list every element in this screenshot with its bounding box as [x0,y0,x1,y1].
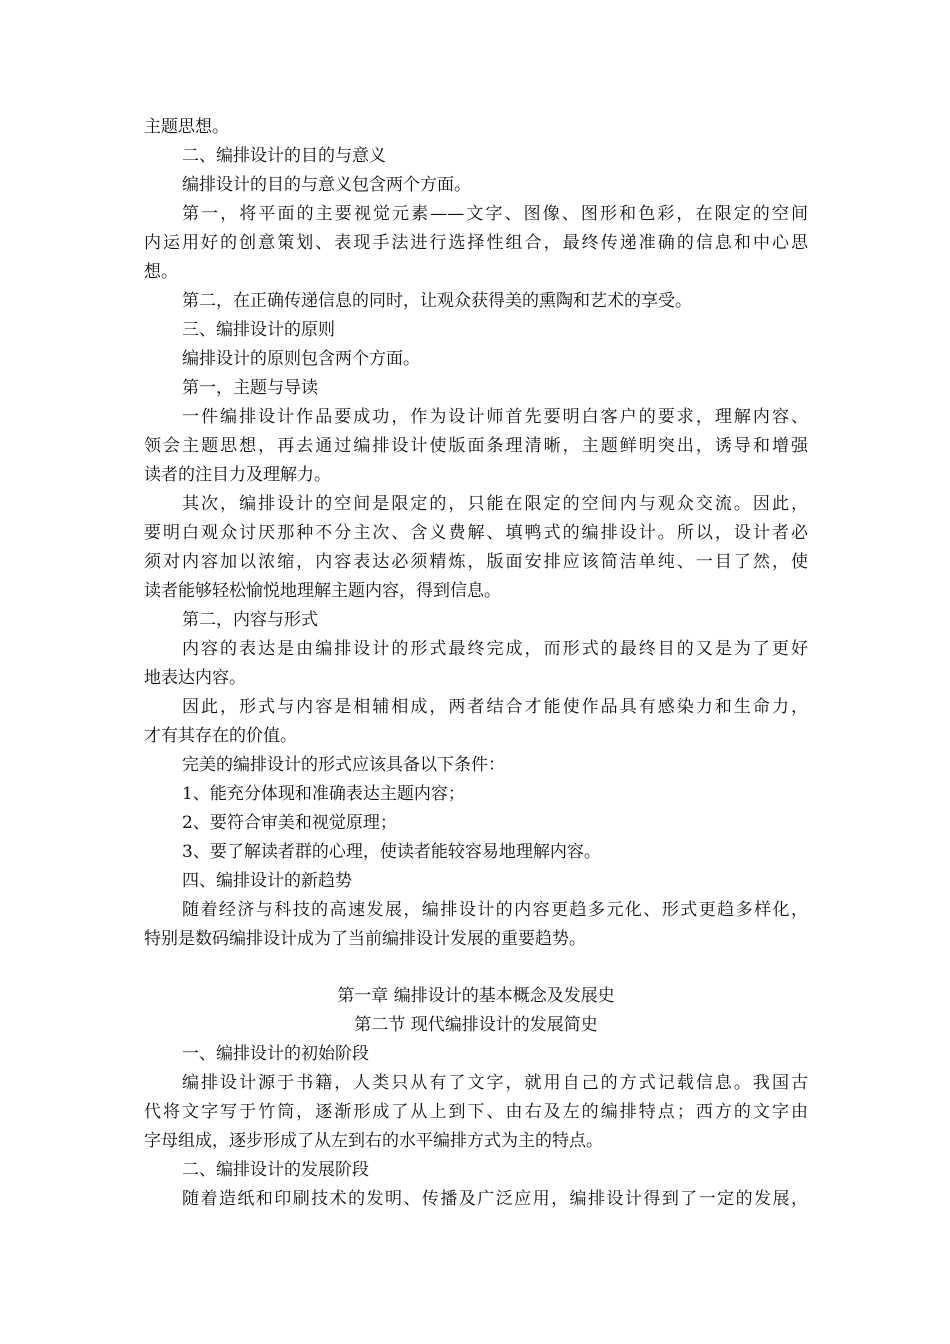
text-line: 地表达内容。 [144,668,246,688]
text-line: 1、能充分体现和准确表达主题内容； [182,784,465,804]
text-line: 领会主题思想，再去通过编排设计使版面条理清晰，主题鲜明突出，诱导和增强 [144,436,808,456]
text-line: 特别是数码编排设计成为了当前编排设计发展的重要趋势。 [144,929,586,949]
section-heading: 第二节 现代编排设计的发展简史 [354,1015,598,1035]
text-line: 字母组成，逐步形成了从左到右的水平编排方式为主的特点。 [144,1131,603,1151]
document-body [144,113,808,1214]
text-line: 随着造纸和印刷技术的发明、传播及广泛应用，编排设计得到了一定的发展， [182,1189,808,1209]
text-line: 编排设计的目的与意义包含两个方面。 [182,175,471,195]
text-line: 完美的编排设计的形式应该具备以下条件： [182,755,505,775]
text-line: 主题思想。 [144,117,229,137]
text-line: 内运用好的创意策划、表现手法进行选择性组合，最终传递准确的信息和中心思 [144,233,808,253]
text-line: 2、要符合审美和视觉原理； [182,813,397,833]
text-line: 编排设计源于书籍，人类只从有了文字，就用自己的方式记载信息。我国古 [182,1073,808,1093]
text-line: 第二，内容与形式 [182,610,318,630]
text-block-section-two [144,1040,808,1214]
text-line: 二、编排设计的发展阶段 [182,1160,369,1180]
text-line: 第二，在正确传递信息的同时，让观众获得美的熏陶和艺术的享受。 [182,291,692,311]
text-line: 才有其存在的价值。 [144,726,297,746]
text-line: 内容的表达是由编排设计的形式最终完成，而形式的最终目的又是为了更好 [182,639,808,659]
text-line: 须对内容加以浓缩，内容表达必须精炼，版面安排应该简洁单纯、一目了然，使 [144,552,808,572]
text-line: 读者能够轻松愉悦地理解主题内容，得到信息。 [144,581,501,601]
text-line: 代将文字写于竹筒，逐渐形成了从上到下、由右及左的编排特点；西方的文字由 [144,1102,808,1122]
text-line: 二、编排设计的目的与意义 [182,146,386,166]
chapter-heading: 第一章 编排设计的基本概念及发展史 [337,986,615,1006]
text-line: 3、要了解读者群的心理，使读者能较容易地理解内容。 [182,842,601,862]
text-line: 四、编排设计的新趋势 [182,871,352,891]
section-gap [144,954,808,982]
text-line: 一、编排设计的初始阶段 [182,1044,369,1064]
text-line: 其次，编排设计的空间是限定的，只能在限定的空间内与观众交流。因此， [182,494,808,514]
text-line: 第一，将平面的主要视觉元素——文字、图像、图形和色彩，在限定的空间 [182,204,808,224]
text-line: 想。 [144,262,178,282]
text-line: 第一，主题与导读 [182,378,318,398]
text-line: 读者的注目力及理解力。 [144,465,331,485]
text-line: 随着经济与科技的高速发展，编排设计的内容更趋多元化、形式更趋多样化， [182,900,808,920]
text-line: 要明白观众讨厌那种不分主次、含义费解、填鸭式的编排设计。所以，设计者必 [144,523,808,543]
text-line: 编排设计的原则包含两个方面。 [182,349,420,369]
text-line: 三、编排设计的原则 [182,320,335,340]
text-line: 因此，形式与内容是相辅相成，两者结合才能使作品具有感染力和生命力， [182,697,808,717]
text-block-section-one [144,113,808,954]
text-line: 一件编排设计作品要成功，作为设计师首先要明白客户的要求，理解内容、 [182,407,808,427]
